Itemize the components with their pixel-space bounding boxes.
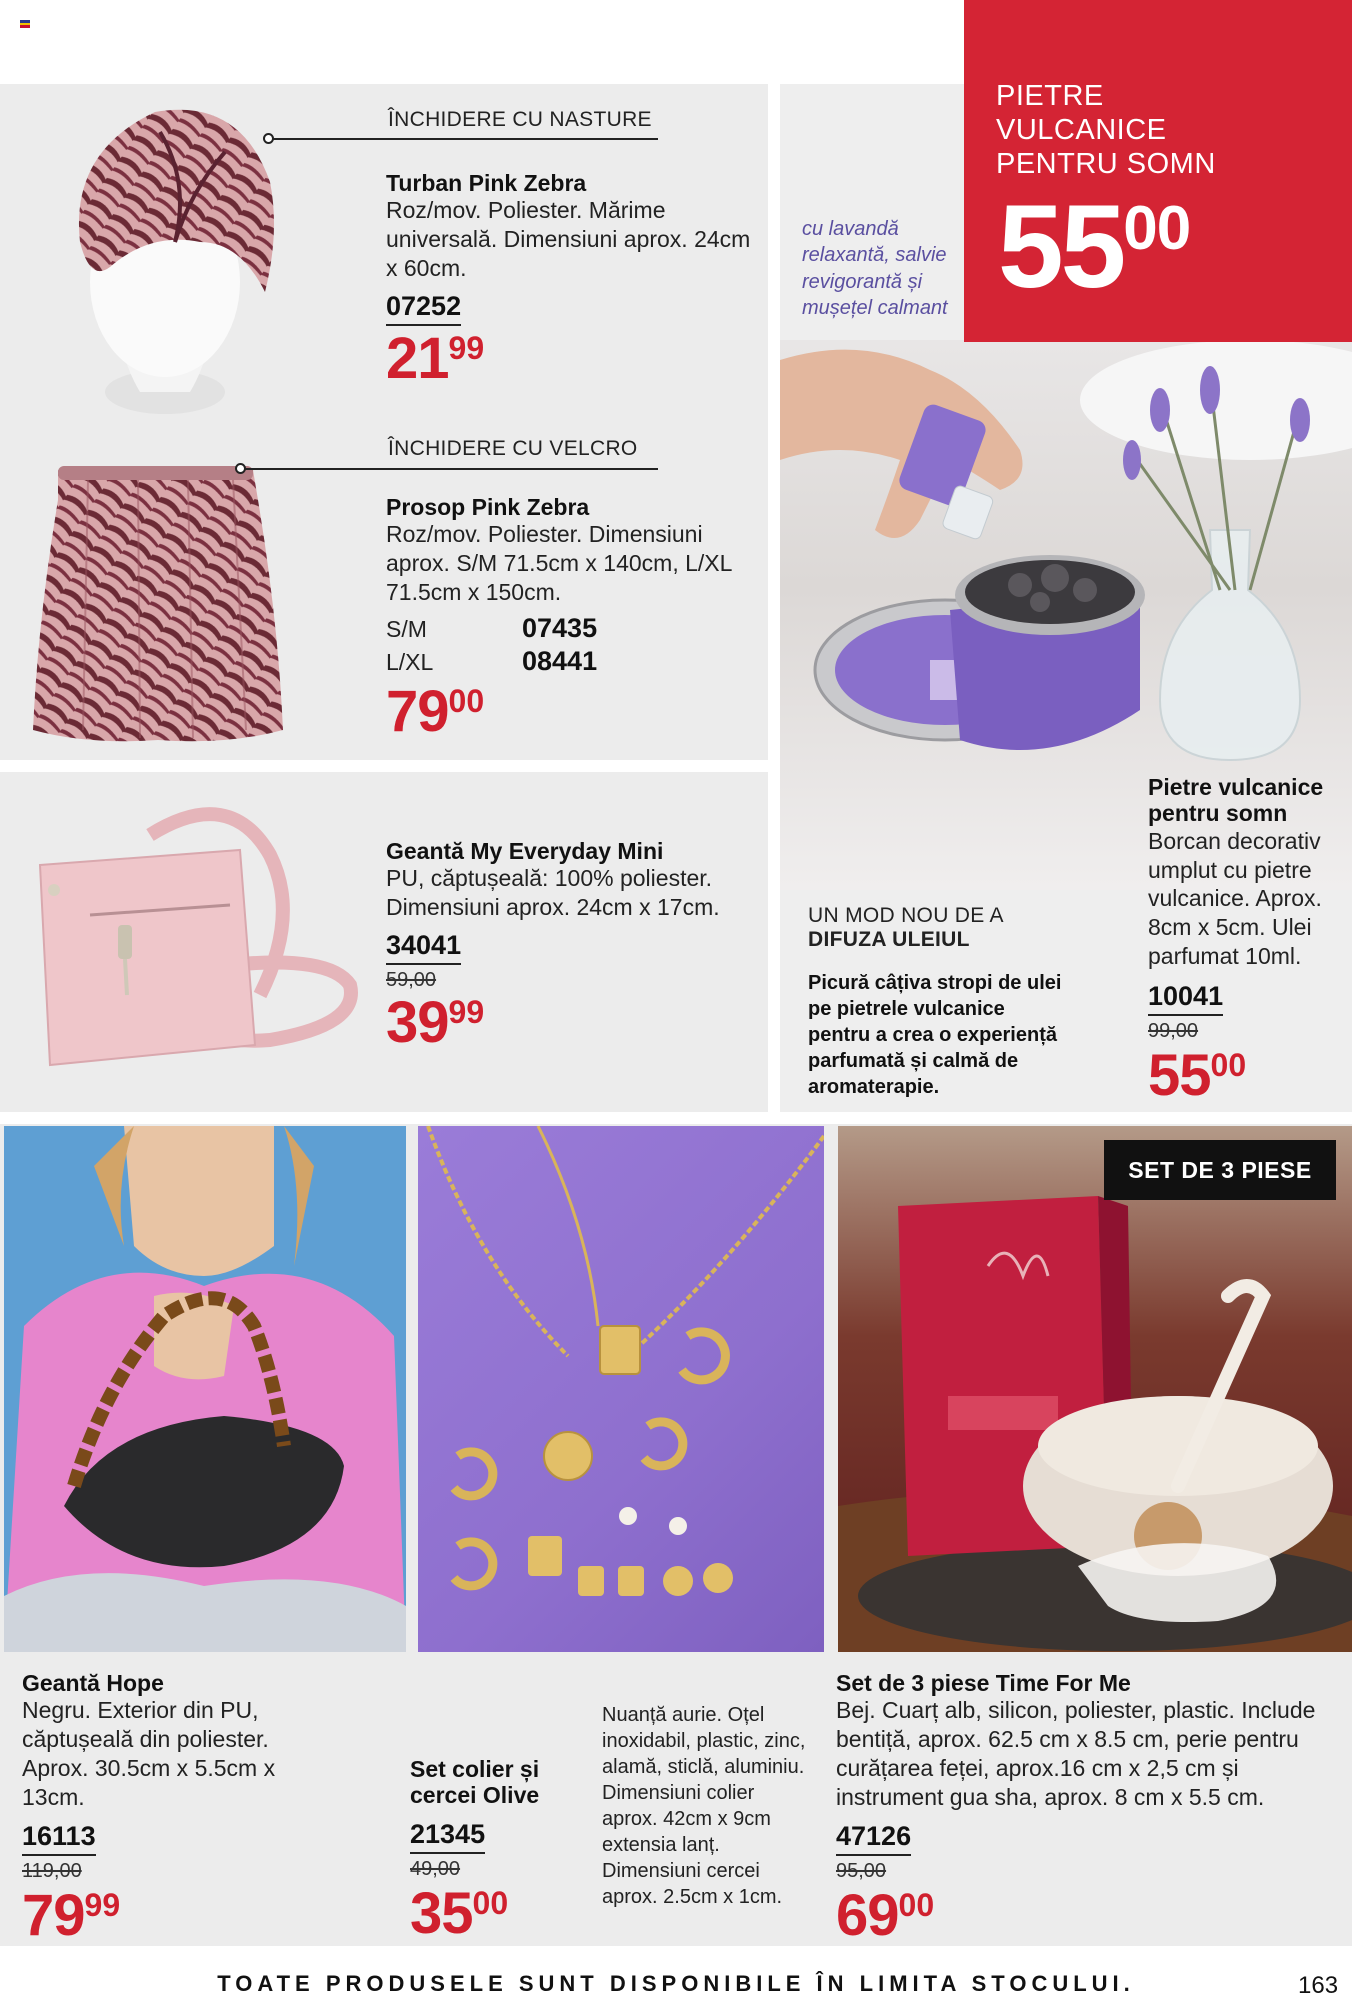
timeforme-old-price: 95,00: [836, 1860, 887, 1883]
turban-callout: ÎNCHIDERE CU NASTURE: [388, 108, 652, 131]
turban-title: Turban Pink Zebra: [386, 170, 587, 196]
flag-icon: [20, 20, 30, 28]
turban-code: 07252: [386, 291, 461, 326]
hope-desc: Negru. Exterior din PU, căptușeală din poliester. Aprox. 30.5cm x 5.5cm x 13cm.: [22, 1697, 276, 1810]
towel-size2-code: 08441: [522, 645, 598, 676]
towel-size1-label: S/M: [386, 615, 427, 642]
towel-size2-label: L/XL: [386, 648, 434, 675]
turban-info: [386, 170, 756, 391]
hope-code: 16113: [22, 1821, 96, 1856]
turban-callout-dot: [263, 133, 274, 144]
stones-old-price: 99,00: [1148, 1019, 1199, 1042]
towel-desc: Roz/mov. Poliester. Dimensiuni aprox. S/M 71.5cm x 140cm, L/XL 71.5cm x 150cm.: [386, 521, 732, 605]
towel-callout-dot: [235, 463, 246, 474]
bag-mini-code: 34041: [386, 930, 461, 965]
timeforme-desc: Bej. Cuarț alb, silicon, poliester, plastic. Include bentiță, aprox. 62.5 cm x 8.5 cm, perie pentru curățarea feței, aprox.16 cm x 2,5 cm și instrument gua sha, aprox. 8 cm x 5.5 cm.: [836, 1697, 1316, 1810]
timeforme-price: $69^{00}$: [836, 1883, 935, 1949]
towel-price: $79^{00}$: [386, 678, 485, 744]
stones-desc: Borcan decorativ umplut cu pietre vulcanice. Aprox. 8cm x 5cm. Ulei parfumat 10ml.: [1148, 827, 1322, 969]
bag-mini-title: Geantă My Everyday Mini: [386, 838, 664, 864]
stones-info: [1148, 774, 1348, 1108]
stones-tagline: cu lavandă relaxantă, salvie revigorantă și mușețel calmant: [802, 218, 948, 320]
towel-size1-code: 07435: [522, 612, 598, 643]
stones-method-title-1: UN MOD NOU DE A: [808, 904, 1004, 927]
timeforme-code: 47126: [836, 1821, 911, 1856]
hope-old-price: 119,00: [22, 1860, 82, 1883]
stones-title: Pietre vulcanice pentru somn: [1148, 774, 1324, 827]
towel-title: Prosop Pink Zebra: [386, 494, 590, 520]
bag-mini-old-price: 59,00: [386, 968, 437, 991]
towel-callout-line: [240, 468, 658, 470]
stones-price: $55^{00}$: [1148, 1042, 1247, 1108]
bag-mini-desc: PU, căptușeală: 100% poliester. Dimensiuni aprox. 24cm x 17cm.: [386, 865, 720, 921]
turban-desc: Roz/mov. Poliester. Mărime universală. Dimensiuni aprox. 24cm x 60cm.: [386, 197, 751, 281]
stones-banner-price: $55^{00}$: [998, 181, 1191, 313]
olive-price: $35^{00}$: [410, 1880, 509, 1946]
stones-method-title-2: DIFUZA ULEIUL: [808, 928, 970, 951]
bag-mini-info: [386, 838, 756, 1055]
stock-note: TOATE PRODUSELE SUNT DISPONIBILE ÎN LIMITA STOCULUI.: [217, 1971, 1135, 1996]
towel-image: [28, 460, 288, 750]
stones-banner-title: PIETRE VULCANICE PENTRU SOMN: [996, 80, 1216, 180]
olive-code: 21345: [410, 1819, 485, 1854]
timeforme-title: Set de 3 piese Time For Me: [836, 1670, 1131, 1696]
stones-method: [808, 904, 1108, 1100]
timeforme-badge: SET DE 3 PIESE: [1104, 1140, 1336, 1200]
turban-image: [40, 92, 290, 432]
hope-title: Geantă Hope: [22, 1670, 164, 1696]
page-number: 163: [1298, 1972, 1339, 1999]
olive-old-price: 49,00: [410, 1857, 461, 1880]
towel-callout: ÎNCHIDERE CU VELCRO: [388, 437, 638, 460]
olive-desc: Nuanță aurie. Oțel inoxidabil, plastic, zinc, alamă, sticlă, aluminiu. Dimensiuni colier aprox. 42cm x 9cm extensia lanț. Dimensiuni cercei aprox. 2.5cm x 1cm.: [602, 1704, 806, 1908]
bag-mini-image: [30, 795, 370, 1075]
towel-info: [386, 494, 756, 744]
turban-price: $21^{99}$: [386, 325, 485, 391]
olive-photo: [418, 1126, 824, 1652]
bag-mini-price: $39^{99}$: [386, 989, 485, 1055]
turban-callout-line: [268, 138, 658, 140]
stones-method-desc: Picură câțiva stropi de ulei pe pietrele vulcanice pentru a crea o experiență parfumată și calmă de aromaterapie.: [808, 972, 1062, 1098]
timeforme-info: [836, 1670, 1336, 1949]
hope-info: [22, 1670, 322, 1949]
timeforme-photo: [838, 1126, 1352, 1652]
olive-title: Set colier și cercei Olive: [410, 1756, 540, 1809]
olive-info: [410, 1756, 560, 1946]
hope-photo: [4, 1126, 406, 1652]
stones-code: 10041: [1148, 981, 1223, 1016]
hope-price: $79^{99}$: [22, 1883, 121, 1949]
